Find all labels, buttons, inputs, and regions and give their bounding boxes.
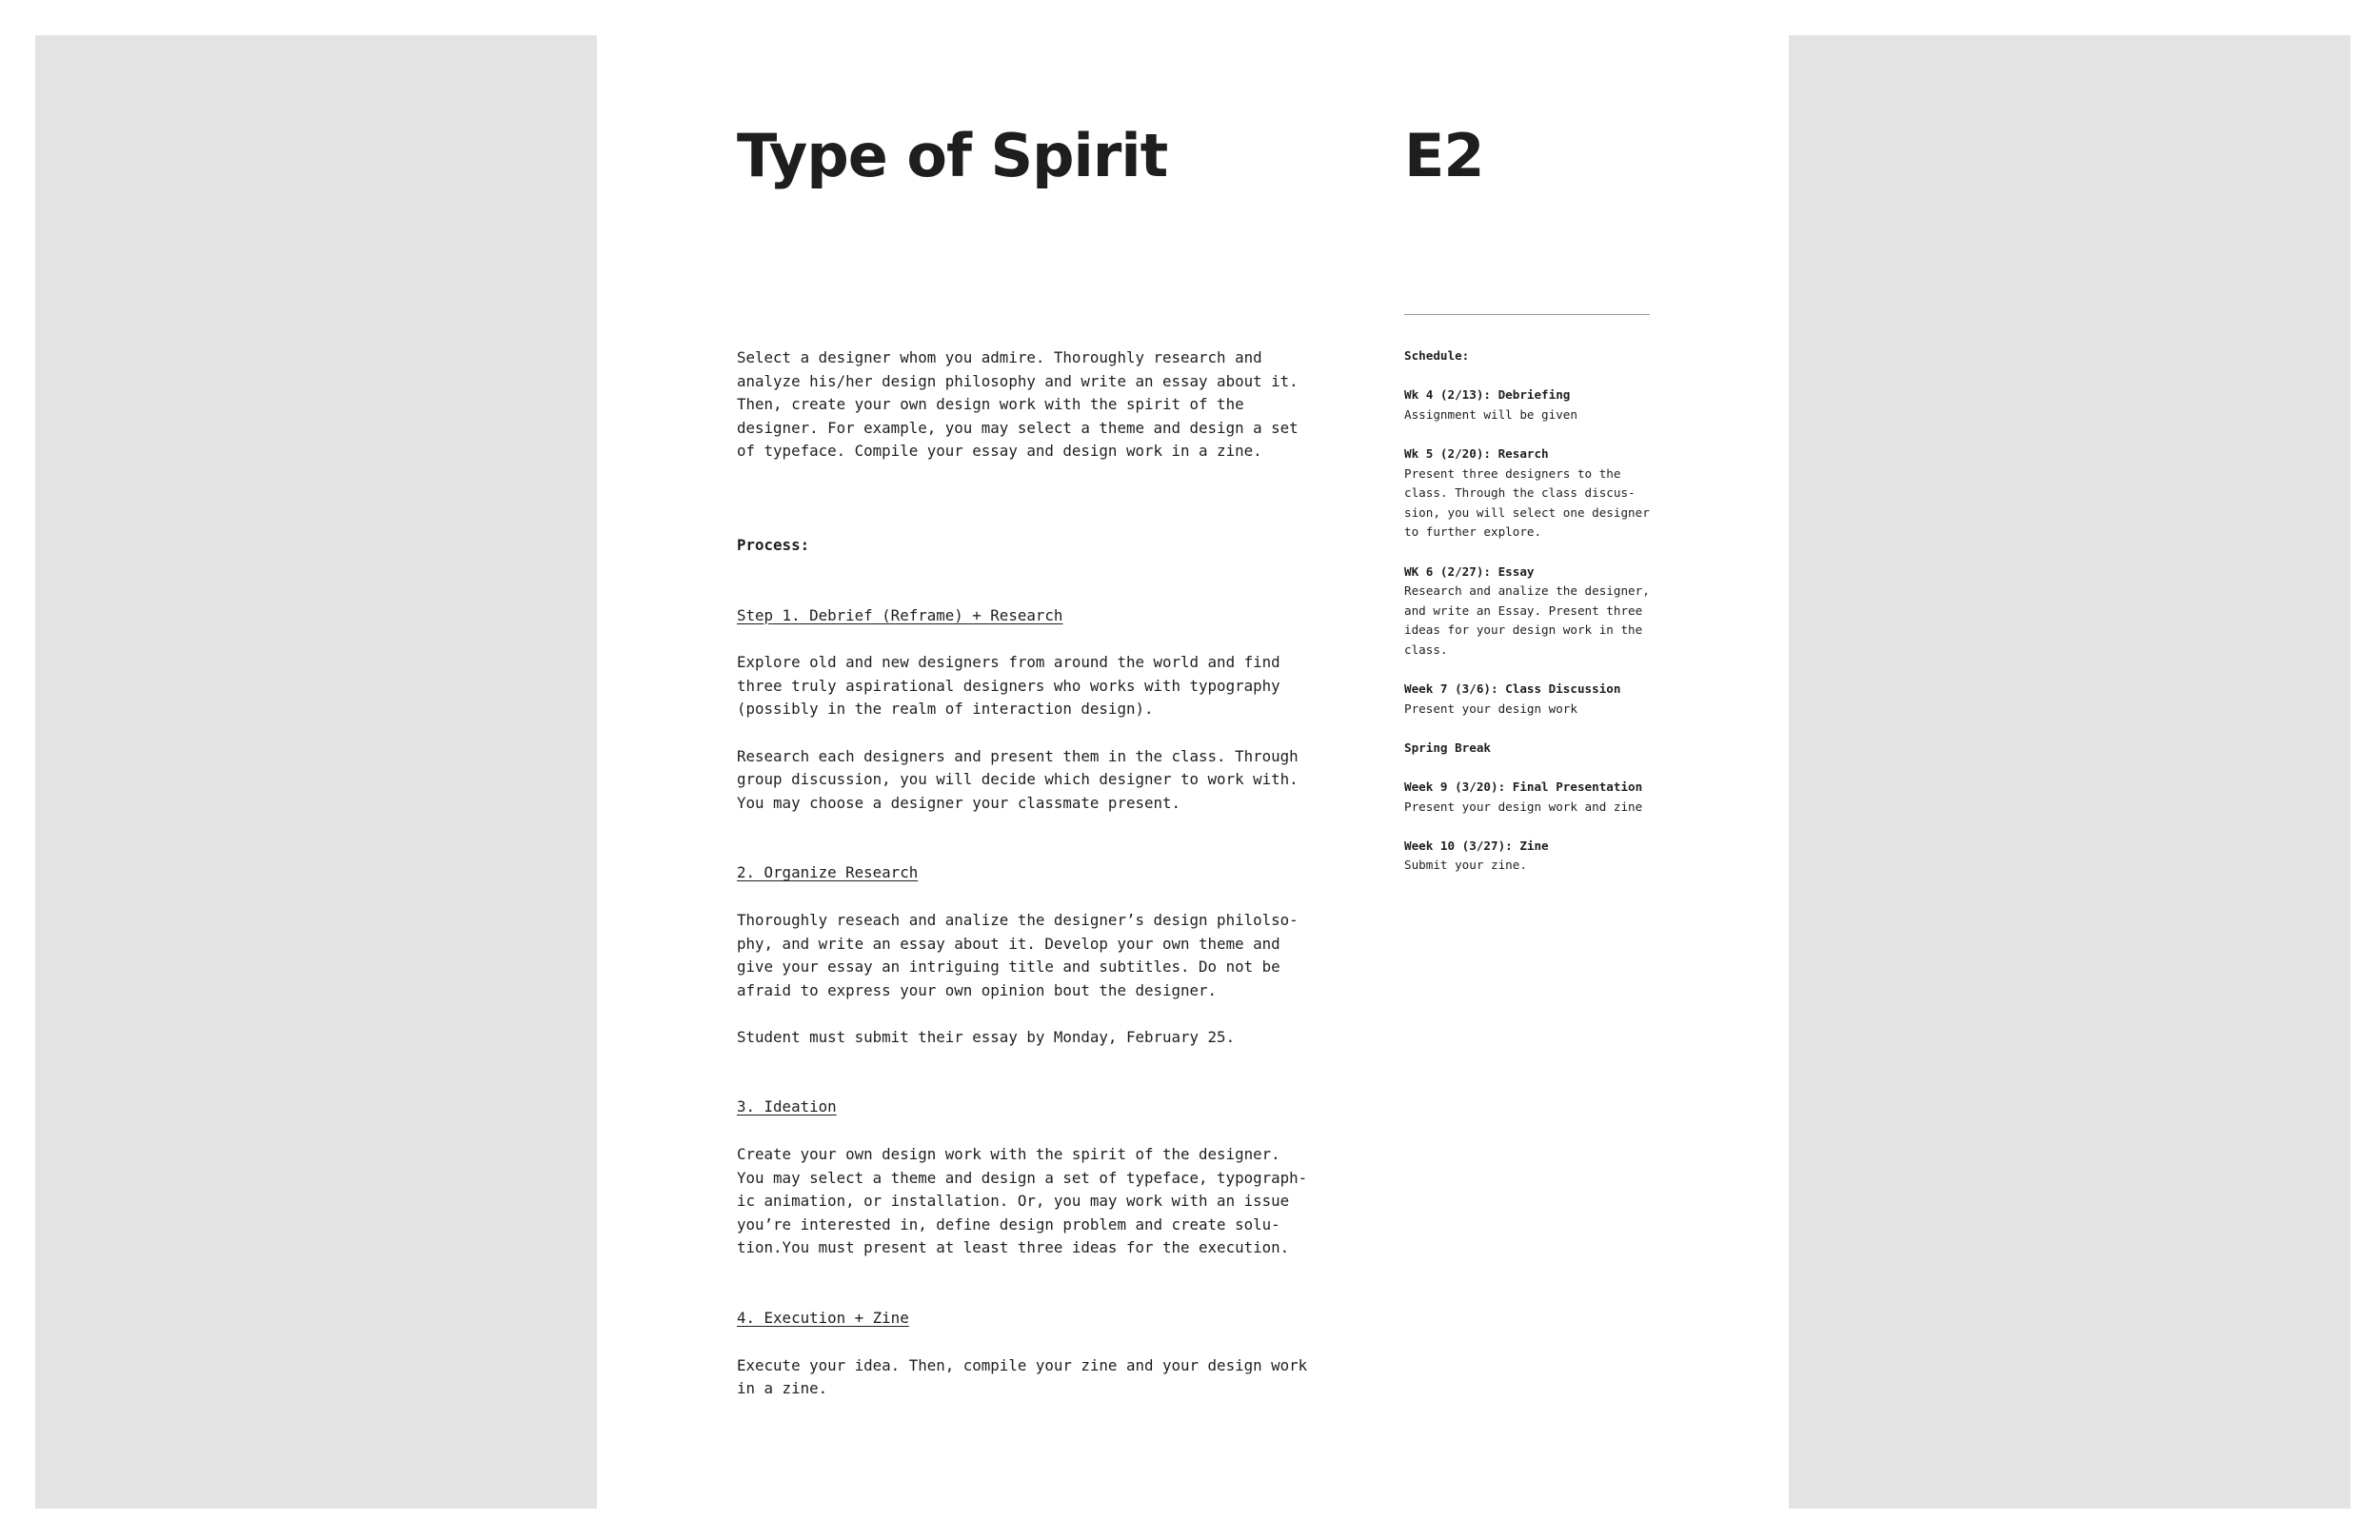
- schedule-item-heading: Wk 4 (2/13): Debriefing: [1404, 387, 1571, 403]
- step-heading-execution: 4. Execution + Zine: [737, 1309, 909, 1328]
- step-heading-ideation: 3. Ideation: [737, 1097, 837, 1116]
- schedule-item-heading: Wk 5 (2/20): Resarch: [1404, 445, 1549, 461]
- step-paragraph: Student must submit their essay by Monday, February 25.: [737, 1027, 1236, 1046]
- schedule-item: [1404, 778, 1661, 817]
- schedule-item: [1404, 563, 1661, 661]
- assignment-code: E2: [1404, 121, 1484, 190]
- schedule-item: [1404, 739, 1661, 759]
- schedule-item: [1404, 444, 1661, 543]
- step-paragraph: Thoroughly reseach and analize the designer’s design philolso- phy, and write an essay about it. Develop your own theme and give your essay an intriguing title and subtitles. Do not be afraid to express your own opinion bout the designer.: [737, 910, 1299, 999]
- step-heading-organize: 2. Organize Research: [737, 863, 919, 882]
- schedule-item-heading: Week 7 (3/6): Class Discussion: [1404, 681, 1621, 697]
- intro-paragraph: Select a designer whom you admire. Thoroughly research and analyze his/her design philosophy and write an essay about it. Then, create your own design work with the spirit of the designer. For example, you may select a theme and design a set of typeface. Compile your essay and design work in a zine.: [737, 348, 1299, 461]
- schedule-item: [1404, 385, 1661, 424]
- document-page: [597, 35, 1789, 1509]
- schedule-item-body: Assignment will be given: [1404, 406, 1577, 422]
- step-paragraph: Execute your idea. Then, compile your zine and your design work in a zine.: [737, 1355, 1308, 1398]
- schedule-item-heading: WK 6 (2/27): Essay: [1404, 563, 1535, 579]
- schedule-item-body: Research and analize the designer, and write an Essay. Present three ideas for your design work in the class.: [1404, 583, 1650, 657]
- schedule-item-heading: Spring Break: [1404, 740, 1491, 755]
- right-gray-panel: [1789, 35, 2350, 1509]
- schedule-item: [1404, 680, 1661, 719]
- step-paragraph: Create your own design work with the spirit of the designer. You may select a theme and design a set of typeface, typograph- ic animation, or installation. Or, you may work with an issue you’re interested in, define design problem and create solu- tion.You must present at least three ideas for the execution.: [737, 1145, 1308, 1257]
- process-label: Process:: [737, 535, 810, 554]
- step-heading-research: Step 1. Debrief (Reframe) + Research: [737, 605, 1063, 624]
- schedule-item-body: Submit your zine.: [1404, 858, 1527, 873]
- document-title: Type of Spirit: [737, 121, 1168, 190]
- assignment-body: [737, 346, 1346, 1424]
- schedule-item: [1404, 837, 1661, 876]
- schedule-divider: [1404, 314, 1650, 315]
- schedule-label: Schedule:: [1404, 348, 1470, 363]
- schedule-item-body: Present your design work and zine: [1404, 799, 1643, 814]
- schedule-item-body: Present your design work: [1404, 701, 1577, 716]
- step-paragraph: Explore old and new designers from around the world and find three truly aspirational designers who works with typography (possibly in the realm of interaction design).: [737, 653, 1280, 719]
- schedule-item-body: Present three designers to the class. Through the class discus- sion, you will select one designer to further explore.: [1404, 465, 1650, 540]
- schedule-item-heading: Week 10 (3/27): Zine: [1404, 838, 1549, 853]
- schedule-item-heading: Week 9 (3/20): Final Presentation: [1404, 780, 1643, 795]
- step-paragraph: Research each designers and present them in the class. Through group discussion, you will decide which designer to work with. You may choose a designer your classmate present.: [737, 746, 1299, 812]
- schedule-column: [1404, 346, 1661, 896]
- left-gray-panel: [35, 35, 597, 1509]
